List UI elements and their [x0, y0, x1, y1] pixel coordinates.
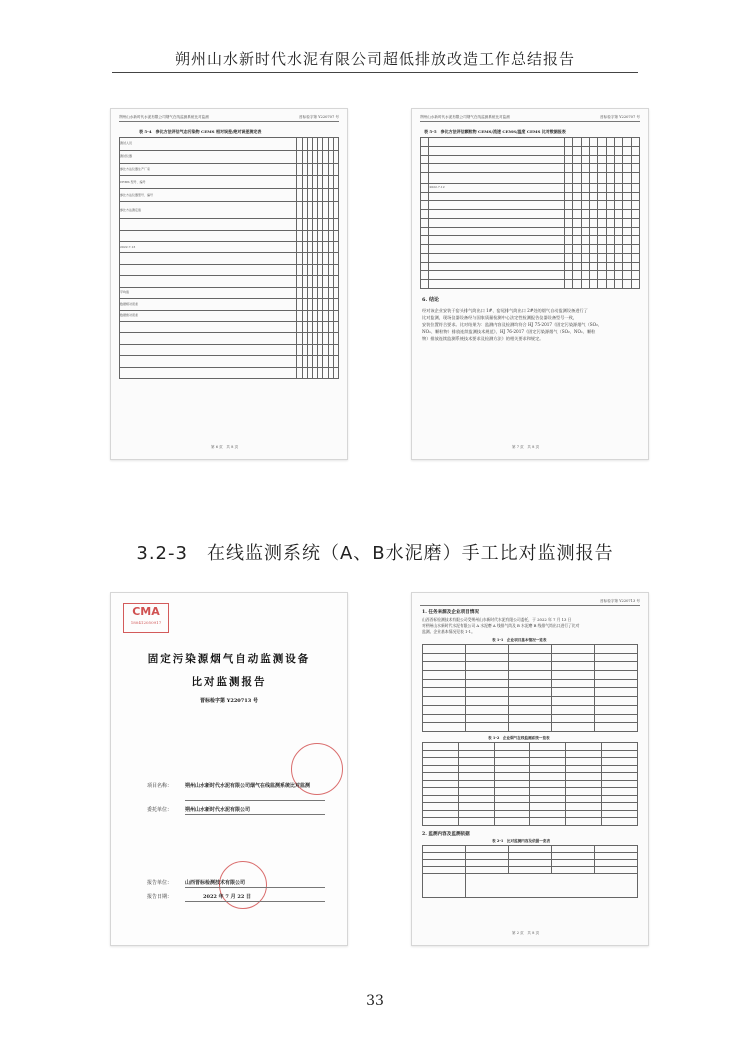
date-label: 报告日期：	[147, 894, 173, 900]
cell: CEMS 型号、编号	[120, 176, 297, 189]
scan-table-5-4	[119, 137, 339, 379]
cell: 参比方法仪器型号、编号	[120, 189, 297, 202]
cell: 参比方法测定值	[120, 202, 297, 219]
header-rule	[112, 72, 638, 73]
scan-rule	[119, 121, 339, 122]
section-heading-2: 2. 监测内容及监测依据	[422, 832, 470, 837]
cma-number: 180412050917	[130, 620, 162, 625]
scan-page-task-source	[411, 592, 649, 946]
scan-page-footer: 第 2 页 共 8 页	[512, 931, 540, 935]
intro-text	[422, 617, 640, 635]
table-2-1-title: 表 2-1 比对监测内容及依据一览表	[492, 839, 551, 843]
cell: 数据相对误差	[120, 299, 297, 310]
scan-report-cover	[110, 592, 348, 946]
conclusion-line: 经对该企业安装于窑头排气筒出口 1#、窑尾排气筒出口 2#处的烟气自动监测设备进行了	[422, 308, 588, 313]
conclusion-line: 比对监测，现场仪器设备经与国家质量检测中心法定性检测报告仪器设备型号一致，	[422, 315, 577, 320]
client-label: 委托单位：	[147, 807, 173, 813]
intro-line: 监测。企业基本情况见表 1-1。	[422, 629, 475, 634]
section-title: 3.2-3 在线监测系统（A、B水泥磨）手工比对监测报告	[136, 543, 614, 564]
cma-label: CMA	[132, 605, 160, 618]
scan-rule	[420, 605, 640, 606]
date-value: 2022 年 7 月 22 日	[203, 894, 252, 900]
scan-rule	[420, 121, 640, 122]
intro-line: 对朔州山水新时代水泥有限公司 A 水泥磨 A 线排气筒及 B 水泥磨 B 线排气筒出口进行了比对	[422, 623, 580, 628]
intro-line: 山西晋标检测技术有限公司受朔州山水新时代水泥有限公司委托，于 2022 年 7 月 13 日	[422, 617, 572, 622]
scan-page-table-5-4	[110, 108, 348, 460]
cover-report-no: 晋标检字第 Y220713 号	[200, 698, 258, 704]
scan-table-title: 表 5-5 参比方法评估颗粒物 CEMS/流速 CEMS/温度 CEMS 比对数据报表	[424, 129, 566, 134]
cover-title-line1: 固定污染源烟气自动监测设备	[147, 653, 311, 665]
underline	[185, 814, 325, 815]
reporter-value: 山西晋标检测技术有限公司	[185, 880, 246, 886]
scan-report-no: 晋标检字第 Y220707 号	[600, 115, 640, 119]
scan-table-title: 表 5-4 参比方法评估气态污染物 CEMS 相对误差/绝对误差测定表	[139, 129, 262, 134]
underline	[185, 901, 325, 902]
cma-mark	[123, 603, 169, 633]
underline	[185, 887, 325, 888]
cell: 测试仪器	[120, 150, 297, 163]
cell: 测试人员	[120, 138, 297, 151]
page-number: 33	[366, 993, 384, 1009]
scan-top-note: 朔州山水新时代水泥有限公司烟气在线监测系统比对监测	[119, 115, 209, 119]
scan-report-no: 晋标检字第 Y220713 号	[600, 599, 640, 603]
page-header-title: 朔州山水新时代水泥有限公司超低排放改造工作总结报告	[174, 50, 575, 68]
scan-top-note: 朔州山水新时代水泥有限公司烟气在线监测系统比对监测	[420, 115, 510, 119]
underline	[185, 800, 325, 801]
project-value: 朔州山水新时代水泥有限公司烟气在线监测系统比对监测	[185, 783, 311, 789]
cell: 2022.7.12	[429, 183, 565, 192]
conclusion-text	[422, 307, 638, 342]
scan-table-5-5	[420, 137, 640, 289]
cover-title-line2: 比对监测报告	[191, 676, 267, 688]
table-1-2-title: 表 1-2 企业烟气在线监测系统一览表	[488, 736, 550, 740]
conclusion-line: 物）排放连续监测系统技术要求及检测方法》的相关要求和规定。	[422, 336, 544, 341]
table-1-1	[422, 644, 638, 732]
cell: 平均值	[120, 287, 297, 298]
project-label: 项目名称：	[147, 783, 173, 789]
cell: 参比方法仪器生产厂家	[120, 163, 297, 176]
conclusion-line: NOₓ、颗粒物）排放连续监测技术规范》、HJ 76-2017《固定污染源烟气（SO₂、NOₓ、颗粒	[422, 329, 596, 334]
table-1-2	[422, 742, 638, 826]
scan-page-footer: 第 6 页 共 8 页	[211, 445, 239, 449]
cell: 2022.7.13	[120, 242, 297, 253]
reporter-label: 报告单位：	[147, 880, 173, 886]
scan-page-table-5-5	[411, 108, 649, 460]
table-2-1	[422, 845, 638, 897]
scan-report-no: 晋标检字第 Y220707 号	[299, 115, 339, 119]
scan-page-footer: 第 7 页 共 8 页	[512, 445, 540, 449]
conclusion-heading: 6. 结论	[422, 297, 439, 303]
conclusion-line: 安装位置符合要求。比对结果为：监测内容及检测均符合 HJ 75-2017《固定污染源烟气（SO₂、	[422, 322, 602, 327]
client-value: 朔州山水新时代水泥有限公司	[185, 807, 251, 813]
cell: 数据绝对误差	[120, 310, 297, 321]
section-heading-1: 1. 任务来源及企业项目情况	[422, 610, 479, 615]
table-1-1-title: 表 1-1 企业项目基本情况一览表	[492, 638, 547, 642]
